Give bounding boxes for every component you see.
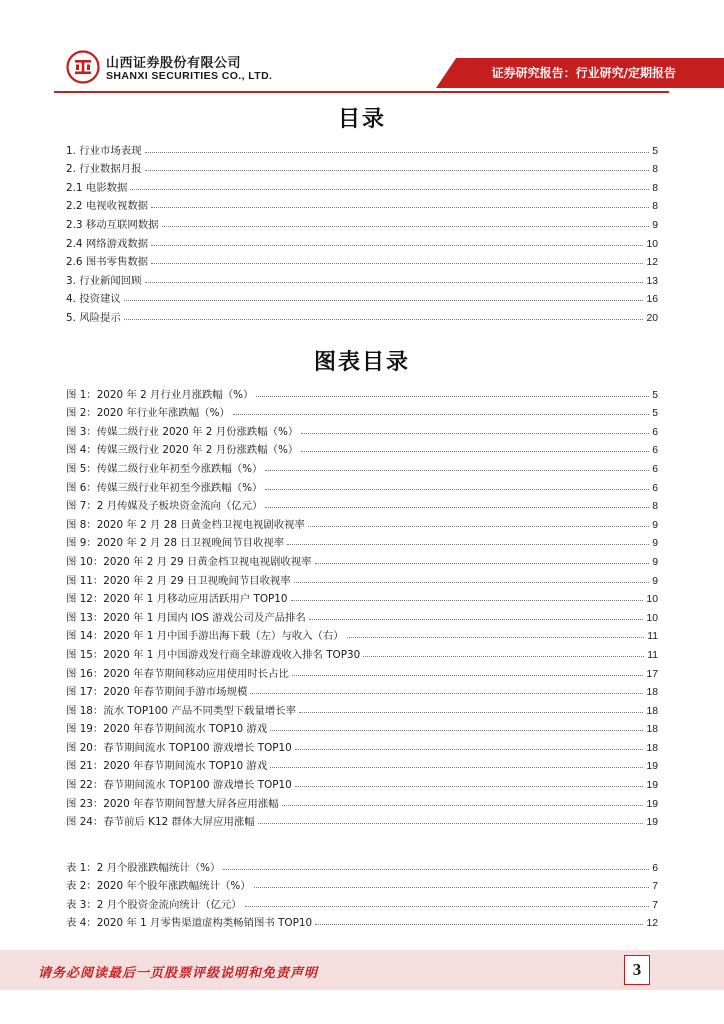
- figure-entry-label: 图 7：2 月传媒及子板块资金流向（亿元）: [66, 500, 263, 513]
- figure-entry-page: 19: [646, 817, 658, 829]
- dot-leader: [294, 582, 649, 583]
- figure-entry[interactable]: [66, 810, 658, 829]
- dot-leader: [270, 730, 643, 731]
- toc-entry-label: 1. 行业市场表现: [66, 144, 142, 157]
- disclaimer-notice: 请务必阅读最后一页股票评级说明和免责声明: [38, 966, 319, 981]
- toc-entry[interactable]: [66, 268, 658, 287]
- dot-leader: [270, 767, 643, 768]
- table-entry-label: 表 1：2 月个股涨跌幅统计（%）: [66, 861, 221, 874]
- figure-entry-label: 图 2：2020 年行业年涨跌幅（%）: [66, 407, 230, 420]
- dot-leader: [145, 152, 650, 153]
- figure-entry-label: 图 11：2020 年 2 月 29 日卫视晚间节目收视率: [66, 574, 291, 587]
- figure-entry-page: 6: [652, 482, 658, 494]
- dot-leader: [254, 887, 650, 888]
- toc-entry-page: 16: [646, 294, 658, 306]
- dot-leader: [282, 805, 644, 806]
- toc-entry[interactable]: [66, 157, 658, 176]
- figure-entry-label: 图 23：2020 年春节期间智慧大屏各应用涨幅: [66, 797, 279, 810]
- figure-entry-label: 图 21：2020 年春节期间流水 TOP10 游戏: [66, 760, 268, 773]
- figure-entry-page: 11: [647, 631, 658, 643]
- company-name-en: SHANXI SECURITIES CO., LTD.: [106, 70, 273, 82]
- dot-leader: [124, 300, 644, 301]
- figure-entry-page: 11: [647, 649, 658, 661]
- figure-entry[interactable]: [66, 624, 658, 643]
- dot-leader: [256, 396, 649, 397]
- toc-entry-page: 5: [652, 145, 658, 157]
- table-entry[interactable]: [66, 874, 658, 893]
- table-entry-page: 7: [652, 899, 658, 911]
- table-entry-page: 7: [652, 881, 658, 893]
- toc-entry[interactable]: [66, 194, 658, 213]
- figure-entry[interactable]: [66, 754, 658, 773]
- figure-entry[interactable]: [66, 587, 658, 606]
- toc-entry[interactable]: [66, 287, 658, 306]
- toc-entry-page: 12: [646, 257, 658, 269]
- dot-leader: [124, 319, 644, 320]
- figure-entry-page: 10: [646, 612, 658, 624]
- dot-leader: [287, 544, 649, 545]
- dot-leader: [265, 489, 649, 490]
- figure-entry[interactable]: [66, 717, 658, 736]
- figure-entry[interactable]: [66, 401, 658, 420]
- dot-leader: [315, 563, 650, 564]
- figure-entry-label: 图 13：2020 年 1 月国内 IOS 游戏公司及产品排名: [66, 611, 306, 624]
- toc-entry[interactable]: [66, 305, 658, 324]
- dot-leader: [250, 693, 643, 694]
- toc-entry-label: 2.6 图书零售数据: [66, 256, 149, 269]
- dot-leader: [295, 749, 644, 750]
- figure-list-title: 图表目录: [313, 350, 410, 375]
- figure-entry-page: 18: [646, 705, 658, 717]
- dot-leader: [301, 451, 649, 452]
- toc-entry[interactable]: [66, 250, 658, 269]
- figure-entry-page: 6: [652, 463, 658, 475]
- figure-entry[interactable]: [66, 512, 658, 531]
- figure-entry-page: 5: [652, 408, 658, 420]
- toc-entry-label: 5. 风险提示: [66, 311, 121, 324]
- dot-leader: [347, 637, 645, 638]
- header-divider: [54, 91, 669, 93]
- figure-entry-label: 图 14：2020 年 1 月中国手游出海下载（左）与收入（右）: [66, 630, 344, 643]
- toc-entry-label: 4. 投资建议: [66, 293, 121, 306]
- figure-entry-page: 18: [646, 687, 658, 699]
- toc-entry-page: 13: [646, 275, 658, 287]
- figure-entry-label: 图 8：2020 年 2 月 28 日黄金档卫视电视剧收视率: [66, 518, 305, 531]
- figure-entry-label: 图 6：传媒三级行业年初至今涨跌幅（%）: [66, 481, 263, 494]
- figure-entry-label: 图 15：2020 年 1 月中国游戏发行商全球游戏收入排名 TOP30: [66, 648, 361, 661]
- toc-entry[interactable]: [66, 138, 658, 157]
- toc-entry-page: 9: [652, 219, 658, 231]
- dot-leader: [145, 282, 644, 283]
- figure-entry-page: 9: [652, 575, 658, 587]
- dot-leader: [265, 507, 649, 508]
- dot-leader: [245, 906, 650, 907]
- table-entry-page: 6: [652, 862, 658, 874]
- figure-entry-label: 图 19：2020 年春节期间流水 TOP10 游戏: [66, 723, 268, 736]
- company-name-cn: 山西证券股份有限公司: [106, 56, 242, 71]
- figure-entry-page: 19: [646, 798, 658, 810]
- dot-leader: [151, 263, 643, 264]
- page-number: 3: [632, 960, 642, 979]
- figure-entry[interactable]: [66, 419, 658, 438]
- figure-entry[interactable]: [66, 568, 658, 587]
- figure-entry-label: 图 17：2020 年春节期间手游市场规模: [66, 686, 248, 699]
- dot-leader: [301, 433, 649, 434]
- figure-entry[interactable]: [66, 791, 658, 810]
- figure-entry[interactable]: [66, 680, 658, 699]
- table-entry[interactable]: [66, 892, 658, 911]
- dot-leader: [151, 207, 649, 208]
- figure-entry-page: 6: [652, 426, 658, 438]
- toc-entry-label: 2. 行业数据月报: [66, 163, 142, 176]
- dot-leader: [145, 170, 650, 171]
- figure-entry-page: 18: [646, 742, 658, 754]
- figure-entry[interactable]: [66, 382, 658, 401]
- figure-entry-page: 5: [652, 389, 658, 401]
- figure-entry[interactable]: [66, 661, 658, 680]
- figure-entry[interactable]: [66, 531, 658, 550]
- toc-entry-label: 2.4 网络游戏数据: [66, 237, 149, 250]
- toc-title: 目录: [337, 107, 386, 132]
- figure-entry-label: 图 16：2020 年春节期间移动应用使用时长占比: [66, 667, 289, 680]
- figure-entry[interactable]: [66, 438, 658, 457]
- toc-entry-label: 3. 行业新闻回顾: [66, 274, 142, 287]
- toc-entry-label: 2.3 移动互联网数据: [66, 218, 159, 231]
- toc-entry-label: 2.2 电视收视数据: [66, 200, 149, 213]
- toc-entry-page: 20: [646, 312, 658, 324]
- figure-entry-label: 图 5：传媒二级行业年初至今涨跌幅（%）: [66, 462, 263, 475]
- figure-entry-page: 9: [652, 519, 658, 531]
- toc-entry-label: 2.1 电影数据: [66, 181, 128, 194]
- figure-entry-label: 图 1：2020 年 2 月行业月涨跌幅（%）: [66, 388, 254, 401]
- figure-entry-label: 图 9：2020 年 2 月 28 日卫视晚间节目收视率: [66, 537, 285, 550]
- figure-entry-label: 图 22：春节期间流水 TOP100 游戏增长 TOP10: [66, 779, 292, 792]
- figure-entry[interactable]: [66, 642, 658, 661]
- toc-entry[interactable]: [66, 231, 658, 250]
- figure-entry-page: 18: [646, 724, 658, 736]
- dot-leader: [292, 675, 644, 676]
- figure-entry-page: 9: [652, 538, 658, 550]
- toc-entry[interactable]: [66, 212, 658, 231]
- report-type-label: 证券研究报告：行业研究/定期报告: [491, 66, 676, 80]
- figure-entry-label: 图 12：2020 年 1 月移动应用活跃用户 TOP10: [66, 593, 288, 606]
- figure-entry-page: 8: [652, 501, 658, 513]
- table-entry[interactable]: [66, 855, 658, 874]
- figure-entry[interactable]: [66, 698, 658, 717]
- toc-entry-page: 8: [652, 164, 658, 176]
- figure-entry[interactable]: [66, 772, 658, 791]
- figure-entry-page: 9: [652, 556, 658, 568]
- figure-entry-label: 图 3：传媒二级行业 2020 年 2 月份涨跌幅（%）: [66, 425, 299, 438]
- figure-entry-label: 图 20：春节期间流水 TOP100 游戏增长 TOP10: [66, 741, 292, 754]
- figure-entry[interactable]: [66, 605, 658, 624]
- dot-leader: [309, 619, 644, 620]
- dot-leader: [363, 656, 644, 657]
- dot-leader: [295, 786, 644, 787]
- toc-entry-page: 8: [652, 201, 658, 213]
- figure-entry-label: 图 24：春节前后 K12 群体大屏应用涨幅: [66, 816, 255, 829]
- figure-entry-page: 19: [646, 761, 658, 773]
- figure-entry-label: 图 10：2020 年 2 月 29 日黄金档卫视电视剧收视率: [66, 555, 312, 568]
- page-header: [0, 0, 724, 96]
- table-entry[interactable]: [66, 911, 658, 930]
- toc-list: [66, 138, 658, 324]
- figure-entry[interactable]: [66, 735, 658, 754]
- dot-leader: [223, 869, 649, 870]
- dot-leader: [151, 245, 643, 246]
- table-entry-label: 表 2：2020 年个股年涨跌幅统计（%）: [66, 880, 251, 893]
- figure-entry-label: 图 4：传媒三级行业 2020 年 2 月份涨跌幅（%）: [66, 444, 299, 457]
- figure-entry-page: 19: [646, 780, 658, 792]
- dot-leader: [130, 189, 649, 190]
- table-entry-label: 表 3：2 月个股资金流向统计（亿元）: [66, 898, 242, 911]
- dot-leader: [162, 226, 650, 227]
- figure-list: [66, 382, 658, 828]
- figure-entry[interactable]: [66, 456, 658, 475]
- toc-entry-page: 10: [646, 238, 658, 250]
- figure-entry[interactable]: [66, 549, 658, 568]
- dot-leader: [291, 600, 644, 601]
- toc-entry[interactable]: [66, 175, 658, 194]
- dot-leader: [315, 924, 643, 925]
- dot-leader: [265, 470, 649, 471]
- figure-entry-label: 图 18：流水 TOP100 产品不同类型下载量增长率: [66, 704, 297, 717]
- dot-leader: [233, 414, 649, 415]
- company-seal-icon: [66, 50, 100, 84]
- figure-entry-page: 17: [646, 668, 658, 680]
- toc-entry-page: 8: [652, 182, 658, 194]
- dot-leader: [258, 823, 644, 824]
- table-entry-page: 12: [646, 918, 658, 930]
- figure-entry-page: 10: [646, 594, 658, 606]
- table-list: [66, 855, 658, 929]
- figure-entry[interactable]: [66, 494, 658, 513]
- dot-leader: [299, 712, 643, 713]
- figure-entry-page: 6: [652, 445, 658, 457]
- dot-leader: [308, 526, 649, 527]
- figure-entry[interactable]: [66, 475, 658, 494]
- table-entry-label: 表 4：2020 年 1 月零售渠道虚构类畅销图书 TOP10: [66, 917, 313, 930]
